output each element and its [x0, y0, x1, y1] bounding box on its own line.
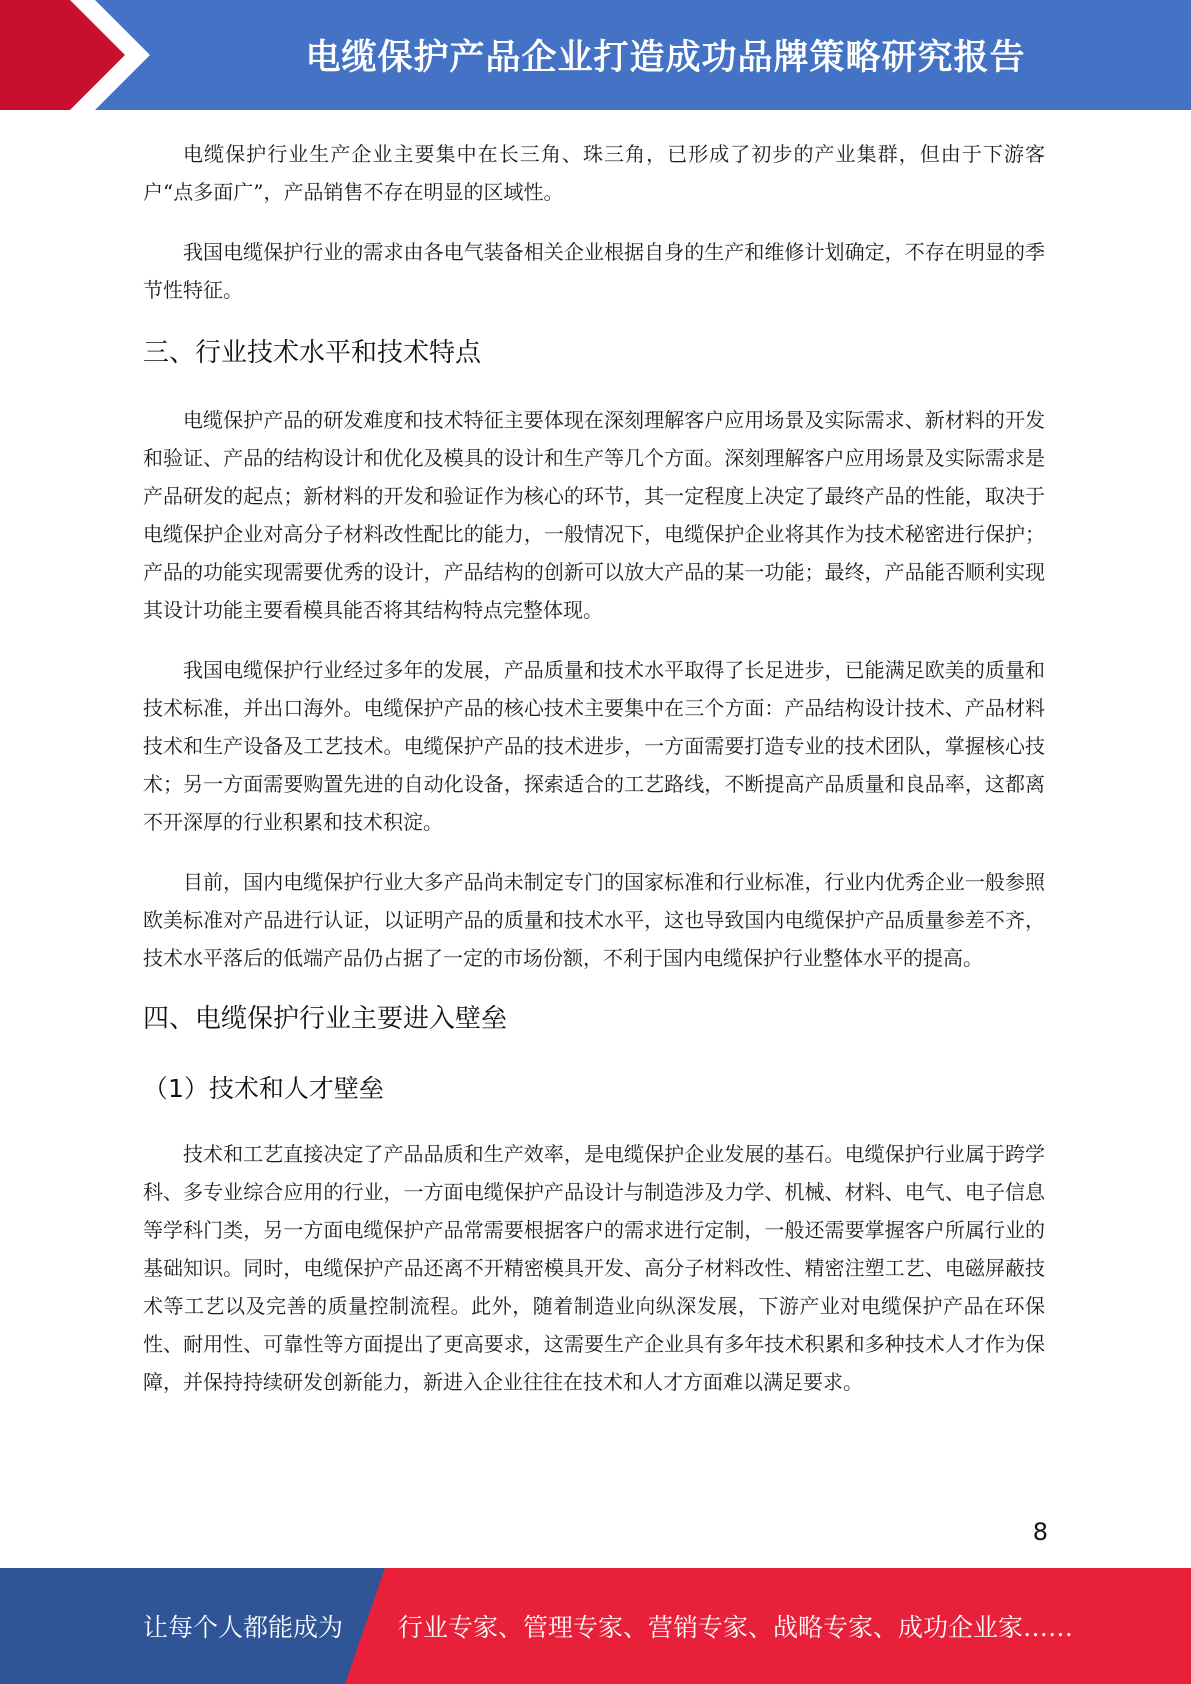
section-heading-tech-level: 三、行业技术水平和技术特点	[143, 338, 482, 368]
paragraph-rd-difficulty: 电缆保护产品的研发难度和技术特征主要体现在深刻理解客户应用场景及实际需求、新材料的开发和验证、产品的结构设计和优化及模具的设计和生产等几个方面。深刻理解客户应用场景及实际需求是产品研发的起点；新材料的开发和验证作为核心的环节，其一定程度上决定了最终产品的性能，取决于电缆保护企业对高分子材料改性配比的能力，一般情况下，电缆保护企业将其作为技术秘密进行保护；产品的功能实现需要优秀的设计，产品结构的创新可以放大产品的某一功能；最终，产品能否顺利实现其设计功能主要看模具能否将其结构特点完整体现。	[143, 408, 1045, 622]
paragraph-tech-talent-barrier: 技术和工艺直接决定了产品品质和生产效率，是电缆保护企业发展的基石。电缆保护行业属于跨学科、多专业综合应用的行业，一方面电缆保护产品设计与制造涉及力学、机械、材料、电气、电子信息等学科门类，另一方面电缆保护产品常需要根据客户的需求进行定制，一般还需要掌握客户所属行业的基础知识。同时，电缆保护产品还离不开精密模具开发、高分子材料改性、精密注塑工艺、电磁屏蔽技术等工艺以及完善的质量控制流程。此外，随着制造业向纵深发展，下游产业对电缆保护产品在环保性、耐用性、可靠性等方面提出了更高要求，这需要生产企业具有多年技术积累和多种技术人才作为保障，并保持持续研发创新能力，新进入企业往往在技术和人才方面难以满足要求。	[143, 1142, 1045, 1394]
page-content	[143, 135, 1045, 1401]
footer-slogan-right: 行业专家、管理专家、营销专家、战略专家、成功企业家……	[398, 1613, 1074, 1642]
page-number: 8	[1032, 1518, 1048, 1546]
paragraph-industry-clusters: 电缆保护行业生产企业主要集中在长三角、珠三角，已形成了初步的产业集群，但由于下游客户“点多面广”，产品销售不存在明显的区域性。	[143, 142, 1045, 204]
subsection-heading-tech-talent: （1）技术和人才壁垒	[143, 1074, 384, 1103]
page-header	[0, 0, 1191, 110]
paragraph-tech-progress: 我国电缆保护行业经过多年的发展，产品质量和技术水平取得了长足进步，已能满足欧美的质量和技术标准，并出口海外。电缆保护产品的核心技术主要集中在三个方面：产品结构设计技术、产品材料技术和生产设备及工艺技术。电缆保护产品的技术进步，一方面需要打造专业的技术团队，掌握核心技术；另一方面需要购置先进的自动化设备，探索适合的工艺路线，不断提高产品质量和良品率，这都离不开深厚的行业积累和技术积淀。	[143, 658, 1045, 834]
page-footer	[0, 1568, 1191, 1684]
footer-slogan-left: 让每个人都能成为	[143, 1613, 344, 1642]
section-heading-entry-barriers: 四、电缆保护行业主要进入壁垒	[143, 1004, 508, 1034]
paragraph-standards: 目前，国内电缆保护行业大多产品尚未制定专门的国家标准和行业标准，行业内优秀企业一般参照欧美标准对产品进行认证，以证明产品的质量和技术水平，这也导致国内电缆保护产品质量参差不齐，技术水平落后的低端产品仍占据了一定的市场份额，不利于国内电缆保护行业整体水平的提高。	[143, 870, 1045, 970]
report-title: 电缆保护产品企业打造成功品牌策略研究报告	[305, 38, 1026, 78]
header-chevron-graphic	[0, 0, 150, 110]
paragraph-demand-seasonality: 我国电缆保护行业的需求由各电气装备相关企业根据自身的生产和维修计划确定，不存在明显的季节性特征。	[143, 240, 1045, 302]
